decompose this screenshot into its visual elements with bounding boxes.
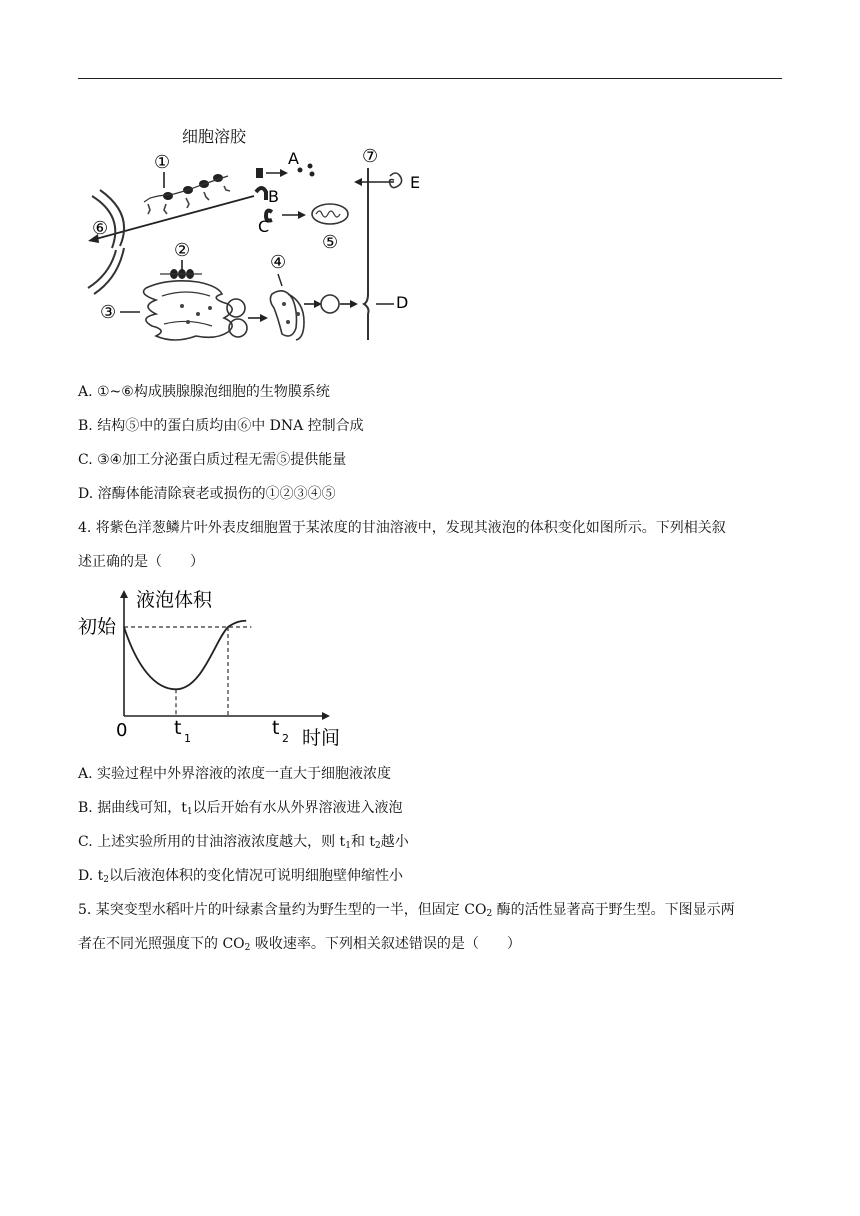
label-3: ③ [100, 302, 117, 323]
header-rule [78, 78, 782, 79]
label-7: ⑦ [362, 146, 379, 167]
figure-title: 细胞溶胶 [182, 127, 247, 146]
label-E: E [410, 173, 421, 192]
q4-option-d: D. $t_2$以后液泡体积的变化情况可说明细胞壁伸缩性小 [78, 868, 403, 885]
x-tick-t2 [272, 717, 289, 745]
q5-stem-line1: 5. 某突变型水稻叶片的叶绿素含量约为野生型的一半，但固定 $CO_2$ 酶的活性显著高于野生型。下图显示两 [78, 902, 735, 919]
label-5: ⑤ [322, 232, 339, 253]
q3-option-c: C. ③④加工分泌蛋白质过程无需⑤提供能量 [78, 452, 347, 468]
q4-stem-line1: 4. 将紫色洋葱鳞片叶外表皮细胞置于某浓度的甘油溶液中，发现其液泡的体积变化如图所示。下列相关叙 [78, 520, 726, 536]
q4-option-b: B. 据曲线可知，$t_1$以后开始有水从外界溶液进入液泡 [78, 800, 403, 817]
q4-stem-line2: 述正确的是（ ） [78, 554, 204, 570]
chart-y-reference-label: 初始 [78, 616, 117, 638]
protein-e [390, 173, 402, 188]
label-D: D [396, 293, 409, 312]
q3-option-b: B. 结构⑤中的蛋白质均由⑥中 DNA 控制合成 [78, 418, 364, 434]
plasma-membrane [364, 168, 369, 340]
label-B: B [268, 187, 279, 206]
svg-text:t: t [272, 717, 280, 739]
rough-er [144, 281, 233, 340]
chart-ylabel: 液泡体积 [136, 589, 213, 611]
arrow-to-nucleus [92, 196, 254, 240]
label-A: A [288, 149, 299, 168]
er-vesicle [227, 299, 245, 317]
label-1: ① [154, 152, 171, 173]
label-4: ④ [270, 252, 287, 273]
vacuole-volume-chart [78, 580, 358, 752]
chart-origin-label: 0 [116, 720, 128, 741]
x-axis-arrow [322, 712, 330, 720]
ribosome-chain [163, 174, 223, 200]
label-6: ⑥ [92, 218, 109, 239]
q3-option-a: A. ①~⑥构成胰腺腺泡细胞的生物膜系统 [78, 384, 330, 400]
secretory-vesicle [321, 295, 339, 313]
label-C: C [258, 217, 270, 236]
svg-text:t: t [174, 717, 182, 739]
q5-stem-line2: 者在不同光照强度下的 $CO_2$ 吸收速率。下列相关叙述错误的是（ ） [78, 936, 521, 953]
protein-b [256, 188, 266, 200]
mitochondrion [312, 204, 348, 224]
q4-option-a: A. 实验过程中外界溶液的浓度一直大于细胞液浓度 [78, 766, 392, 782]
q4-option-c: C. 上述实验所用的甘油溶液浓度越大，则 $t_1$和 $t_2$越小 [78, 834, 409, 851]
label-2: ② [174, 240, 191, 261]
y-axis-arrow [120, 590, 128, 598]
svg-text:2: 2 [282, 732, 289, 745]
svg-text:1: 1 [184, 732, 191, 745]
chart-xlabel: 时间 [302, 727, 341, 749]
q3-option-d: D. 溶酶体能清除衰老或损伤的①②③④⑤ [78, 486, 336, 502]
x-tick-t1 [174, 717, 191, 745]
protein-b-block [256, 168, 263, 178]
cell-secretion-diagram [78, 118, 428, 348]
